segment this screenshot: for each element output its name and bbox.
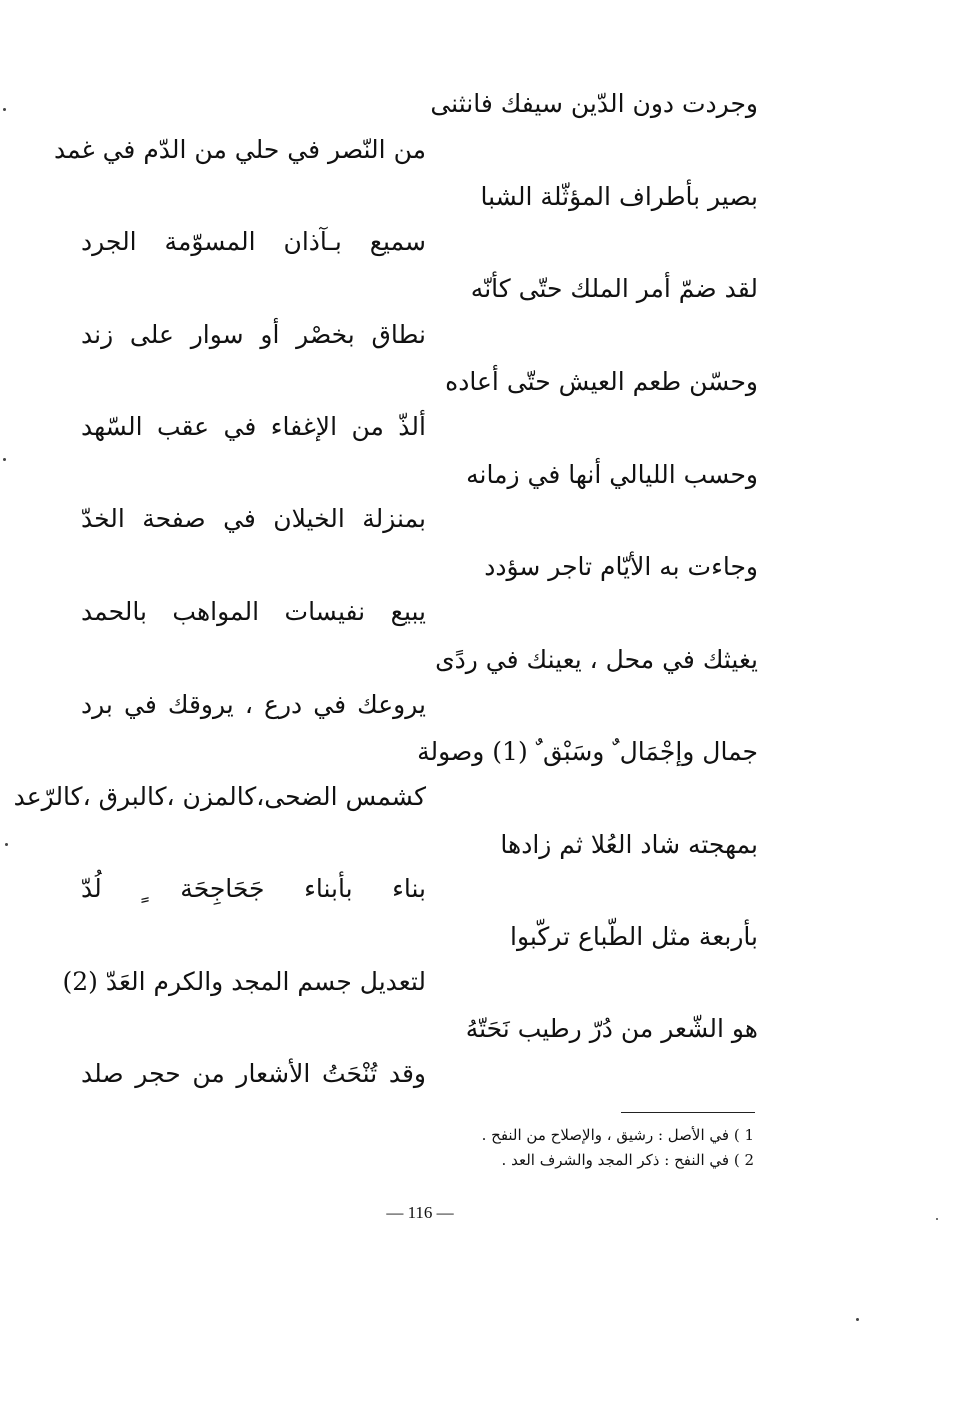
verse-1-first-hemistich: وجردت دون الدّين سيفك فانثنى — [430, 89, 758, 118]
verse-3-first-hemistich: لقد ضمّ أمر الملك حتّى كأنّه — [470, 274, 758, 303]
scan-speck — [856, 1318, 859, 1321]
footnote-2: 2 ) في النفح : ذكر المجد والشرف العد . — [501, 1151, 754, 1169]
scan-speck — [5, 843, 8, 846]
verse-4-first-hemistich: وحسّن طعم العيش حتّى أعاده — [445, 367, 758, 396]
verse-3-second-hemistich: نطاق بخصْر أو سوار على زند — [81, 320, 426, 349]
footnote-divider — [621, 1112, 755, 1113]
verse-5-first-hemistich: وحسب الليالي أنها في زمانه — [466, 460, 758, 489]
verse-9-second-hemistich: بناء بأبناء جَحَاجِحَة ٍ لُدّ — [81, 874, 426, 903]
verse-7-second-hemistich: يروعك في درع ، يروقك في برد — [81, 690, 426, 719]
verse-8-first-hemistich: جمال وإجْمَال ٌ وسَبْق ٌ (1) وصولة — [417, 737, 758, 766]
footnote-1: 1 ) في الأصل : رشيق ، والإصلاح من النفح . — [481, 1126, 754, 1144]
verse-4-second-hemistich: ألذّ من الإغفاء في عقب السّهد — [81, 412, 426, 441]
verse-10-second-hemistich: لتعديل جسم المجد والكرم العَدّ (2) — [62, 967, 426, 996]
scan-speck — [936, 1218, 938, 1220]
verse-6-second-hemistich: يبيع نفيسات المواهب بالحمد — [81, 597, 426, 626]
scan-speck — [3, 108, 6, 111]
verse-7-first-hemistich: يغيثك في محل ، يعينك في ردًى — [435, 645, 758, 674]
verse-6-first-hemistich: وجاءت به الأيّام تاجر سؤدد — [484, 552, 758, 581]
verse-1-second-hemistich: من النّصر في حلي من الدّم في غمد — [53, 135, 426, 164]
verse-11-first-hemistich: هو الشّعر من دُرّ رطيب نَحَتّهُ — [465, 1014, 758, 1043]
verse-9-first-hemistich: بمهجته شاد العُلا ثم زادها — [500, 830, 758, 859]
verse-10-first-hemistich: بأربعة مثل الطّباع تركّبوا — [510, 922, 758, 951]
verse-2-second-hemistich: سميع بـآذان المسوّمة الجرد — [81, 227, 426, 256]
page-number: — 116 — — [386, 1203, 454, 1222]
verse-2-first-hemistich: بصير بأطراف المؤثّلة الشبا — [480, 182, 758, 211]
verse-11-second-hemistich: وقد تُنْحَتُ الأشعار من حجر صلد — [81, 1059, 426, 1088]
scan-speck — [3, 458, 6, 461]
verse-8-second-hemistich: كشمس الضحى،كالمزن ،كالبرق ،كالرّعد — [13, 782, 426, 811]
verse-5-second-hemistich: بمنزلة الخيلان في صفحة الخدّ — [81, 504, 426, 533]
